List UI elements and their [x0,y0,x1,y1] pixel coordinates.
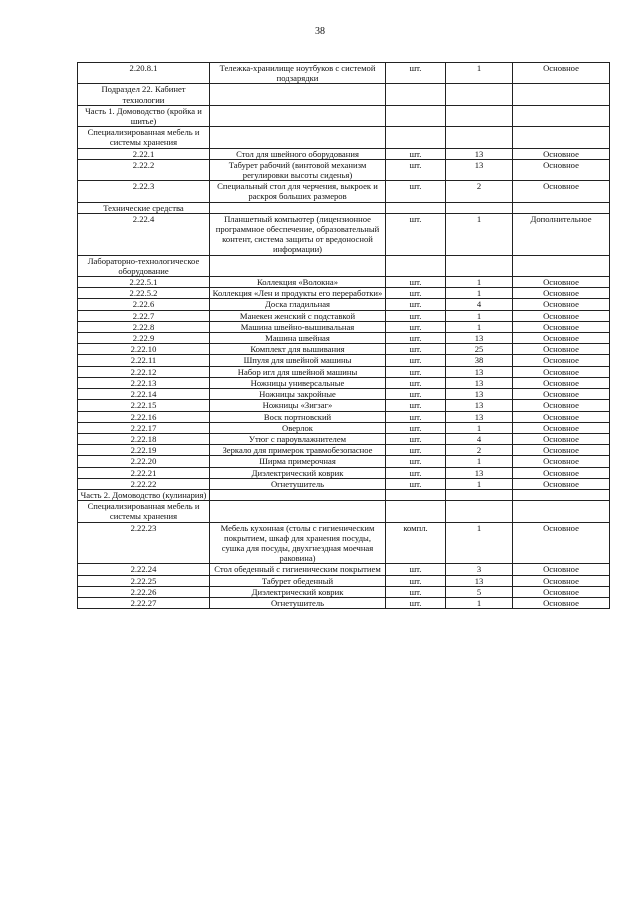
table-row [78,213,610,255]
quantity-cell: 13 [446,366,513,377]
category-cell: Основное [513,344,610,355]
item-name-cell: Манекен женский с подставкой [210,310,386,321]
category-cell: Дополнительное [513,213,610,255]
category-cell: Основное [513,63,610,84]
category-cell [513,255,610,276]
quantity-cell: 1 [446,422,513,433]
unit-cell: шт. [386,433,446,444]
table-row [78,445,610,456]
item-number-cell: 2.22.14 [78,389,210,400]
category-cell [513,489,610,500]
item-number-cell: 2.22.26 [78,586,210,597]
equipment-table-body [78,63,610,609]
item-name-cell: Огнетушитель [210,478,386,489]
unit-cell: шт. [386,299,446,310]
table-row [78,63,610,84]
category-cell: Основное [513,181,610,202]
quantity-cell: 1 [446,277,513,288]
item-name-cell: Мебель кухонная (столы с гигиеническим покрытием, шкаф для хранения посуды, сушка для посуды, двухгнездная моечная раковина) [210,522,386,564]
unit-cell: шт. [386,333,446,344]
table-row [78,333,610,344]
table-row [78,181,610,202]
table-row [78,255,610,276]
item-name-cell: Стол обеденный с гигиеническим покрытием [210,564,386,575]
item-name-cell: Воск портновский [210,411,386,422]
category-cell: Основное [513,288,610,299]
item-number-cell: Специализированная мебель и системы хранения [78,127,210,148]
category-cell: Основное [513,467,610,478]
category-cell: Основное [513,433,610,444]
quantity-cell: 13 [446,400,513,411]
item-name-cell: Ножницы универсальные [210,377,386,388]
table-row [78,84,610,105]
item-name-cell [210,255,386,276]
unit-cell: шт. [386,400,446,411]
quantity-cell: 13 [446,467,513,478]
table-row [78,433,610,444]
quantity-cell: 13 [446,148,513,159]
category-cell: Основное [513,355,610,366]
item-number-cell: 2.22.9 [78,333,210,344]
table-row [78,564,610,575]
unit-cell: шт. [386,445,446,456]
category-cell [513,105,610,126]
unit-cell: шт. [386,575,446,586]
unit-cell: шт. [386,411,446,422]
item-number-cell: Часть 1. Домоводство (кройка и шитье) [78,105,210,126]
quantity-cell [446,489,513,500]
unit-cell: шт. [386,377,446,388]
unit-cell: шт. [386,159,446,180]
item-number-cell: Лабораторно-технологическое оборудование [78,255,210,276]
quantity-cell: 1 [446,213,513,255]
category-cell: Основное [513,366,610,377]
quantity-cell [446,84,513,105]
table-row [78,377,610,388]
item-number-cell: 2.22.11 [78,355,210,366]
unit-cell: шт. [386,213,446,255]
item-number-cell: Подраздел 22. Кабинет технологии [78,84,210,105]
table-row [78,575,610,586]
item-name-cell: Набор игл для швейной машины [210,366,386,377]
table-row [78,310,610,321]
item-number-cell: 2.22.15 [78,400,210,411]
category-cell: Основное [513,522,610,564]
category-cell: Основное [513,299,610,310]
table-row [78,299,610,310]
item-number-cell: 2.22.10 [78,344,210,355]
item-number-cell: 2.22.1 [78,148,210,159]
category-cell: Основное [513,159,610,180]
category-cell: Основное [513,400,610,411]
category-cell: Основное [513,422,610,433]
quantity-cell: 1 [446,522,513,564]
unit-cell: шт. [386,321,446,332]
unit-cell: компл. [386,522,446,564]
table-row [78,501,610,522]
item-name-cell: Специальный стол для черчения, выкроек и раскроя больших размеров [210,181,386,202]
quantity-cell: 1 [446,456,513,467]
table-row [78,148,610,159]
item-number-cell: 2.22.5.2 [78,288,210,299]
table-row [78,411,610,422]
category-cell: Основное [513,377,610,388]
unit-cell [386,127,446,148]
category-cell [513,127,610,148]
item-number-cell: Специализированная мебель и системы хранения [78,501,210,522]
unit-cell: шт. [386,148,446,159]
item-number-cell: 2.22.3 [78,181,210,202]
item-name-cell: Ножницы закройные [210,389,386,400]
item-number-cell: 2.22.18 [78,433,210,444]
item-number-cell: 2.22.23 [78,522,210,564]
quantity-cell: 4 [446,433,513,444]
item-number-cell: 2.22.21 [78,467,210,478]
quantity-cell [446,501,513,522]
item-number-cell: 2.22.24 [78,564,210,575]
page-number: 38 [315,26,325,37]
unit-cell: шт. [386,478,446,489]
category-cell: Основное [513,564,610,575]
unit-cell: шт. [386,389,446,400]
item-name-cell: Тележка-хранилище ноутбуков с системой подзарядки [210,63,386,84]
category-cell: Основное [513,575,610,586]
table-row [78,456,610,467]
item-name-cell: Огнетушитель [210,597,386,608]
item-number-cell: 2.22.8 [78,321,210,332]
item-number-cell: 2.22.16 [78,411,210,422]
table-row [78,400,610,411]
item-name-cell: Планшетный компьютер (лицензионное программное обеспечение, образовательный контент, система защиты от вредоносной информации) [210,213,386,255]
unit-cell: шт. [386,344,446,355]
table-row [78,489,610,500]
quantity-cell: 1 [446,310,513,321]
item-name-cell: Машина швейная [210,333,386,344]
item-name-cell: Зеркало для примерок травмобезопасное [210,445,386,456]
item-name-cell: Ножницы «Зигзаг» [210,400,386,411]
category-cell: Основное [513,478,610,489]
table-row [78,321,610,332]
item-number-cell: 2.22.7 [78,310,210,321]
item-name-cell [210,489,386,500]
quantity-cell: 13 [446,411,513,422]
category-cell: Основное [513,321,610,332]
quantity-cell: 13 [446,333,513,344]
item-number-cell: 2.22.12 [78,366,210,377]
item-name-cell [210,501,386,522]
item-name-cell: Диэлектрический коврик [210,586,386,597]
quantity-cell [446,127,513,148]
item-name-cell: Комплект для вышивания [210,344,386,355]
quantity-cell: 1 [446,63,513,84]
item-number-cell: 2.22.25 [78,575,210,586]
unit-cell [386,501,446,522]
unit-cell: шт. [386,355,446,366]
table-row [78,288,610,299]
table-row [78,422,610,433]
table-row [78,366,610,377]
table-row [78,355,610,366]
item-number-cell: 2.22.22 [78,478,210,489]
unit-cell: шт. [386,422,446,433]
unit-cell: шт. [386,456,446,467]
quantity-cell: 13 [446,575,513,586]
category-cell [513,202,610,213]
item-name-cell: Коллекция «Лен и продукты его переработки» [210,288,386,299]
quantity-cell: 38 [446,355,513,366]
unit-cell: шт. [386,597,446,608]
item-number-cell: 2.22.27 [78,597,210,608]
quantity-cell: 13 [446,159,513,180]
unit-cell: шт. [386,310,446,321]
item-name-cell: Шпуля для швейной машины [210,355,386,366]
item-number-cell: 2.22.5.1 [78,277,210,288]
item-number-cell: 2.22.19 [78,445,210,456]
item-number-cell: 2.20.8.1 [78,63,210,84]
table-row [78,478,610,489]
quantity-cell: 13 [446,377,513,388]
item-number-cell: 2.22.20 [78,456,210,467]
item-number-cell: Часть 2. Домоводство (кулинария) [78,489,210,500]
unit-cell: шт. [386,586,446,597]
quantity-cell: 5 [446,586,513,597]
unit-cell [386,255,446,276]
table-row [78,586,610,597]
item-number-cell: 2.22.6 [78,299,210,310]
equipment-table [77,62,610,609]
item-name-cell: Табурет рабочий (винтовой механизм регулировки высоты сиденья) [210,159,386,180]
item-name-cell: Оверлок [210,422,386,433]
category-cell: Основное [513,277,610,288]
item-name-cell: Коллекция «Волокна» [210,277,386,288]
unit-cell: шт. [386,63,446,84]
unit-cell: шт. [386,288,446,299]
item-name-cell [210,84,386,105]
category-cell: Основное [513,456,610,467]
unit-cell: шт. [386,181,446,202]
quantity-cell: 2 [446,445,513,456]
category-cell [513,84,610,105]
table-row [78,105,610,126]
item-number-cell: Технические средства [78,202,210,213]
table-row [78,159,610,180]
quantity-cell [446,255,513,276]
item-name-cell: Машина швейно-вышивальная [210,321,386,332]
table-row [78,467,610,478]
unit-cell: шт. [386,277,446,288]
quantity-cell: 3 [446,564,513,575]
category-cell [513,501,610,522]
category-cell: Основное [513,597,610,608]
category-cell: Основное [513,148,610,159]
unit-cell: шт. [386,564,446,575]
unit-cell [386,84,446,105]
item-number-cell: 2.22.17 [78,422,210,433]
item-name-cell [210,105,386,126]
table-row [78,202,610,213]
quantity-cell: 4 [446,299,513,310]
item-name-cell: Табурет обеденный [210,575,386,586]
unit-cell [386,489,446,500]
item-number-cell: 2.22.4 [78,213,210,255]
item-name-cell: Стол для швейного оборудования [210,148,386,159]
item-name-cell [210,202,386,213]
table-row [78,277,610,288]
category-cell: Основное [513,586,610,597]
item-name-cell: Утюг с пароувлажнителем [210,433,386,444]
quantity-cell: 1 [446,597,513,608]
item-name-cell: Доска гладильная [210,299,386,310]
quantity-cell: 2 [446,181,513,202]
table-row [78,389,610,400]
unit-cell [386,105,446,126]
quantity-cell [446,105,513,126]
unit-cell [386,202,446,213]
category-cell: Основное [513,411,610,422]
item-name-cell: Ширма примерочная [210,456,386,467]
category-cell: Основное [513,333,610,344]
unit-cell: шт. [386,467,446,478]
table-row [78,597,610,608]
item-name-cell: Диэлектрический коврик [210,467,386,478]
item-number-cell: 2.22.13 [78,377,210,388]
quantity-cell: 13 [446,389,513,400]
unit-cell: шт. [386,366,446,377]
table-row [78,127,610,148]
quantity-cell: 1 [446,288,513,299]
table-row [78,522,610,564]
table-row [78,344,610,355]
quantity-cell [446,202,513,213]
quantity-cell: 1 [446,321,513,332]
category-cell: Основное [513,389,610,400]
item-name-cell [210,127,386,148]
quantity-cell: 25 [446,344,513,355]
category-cell: Основное [513,445,610,456]
quantity-cell: 1 [446,478,513,489]
item-number-cell: 2.22.2 [78,159,210,180]
category-cell: Основное [513,310,610,321]
